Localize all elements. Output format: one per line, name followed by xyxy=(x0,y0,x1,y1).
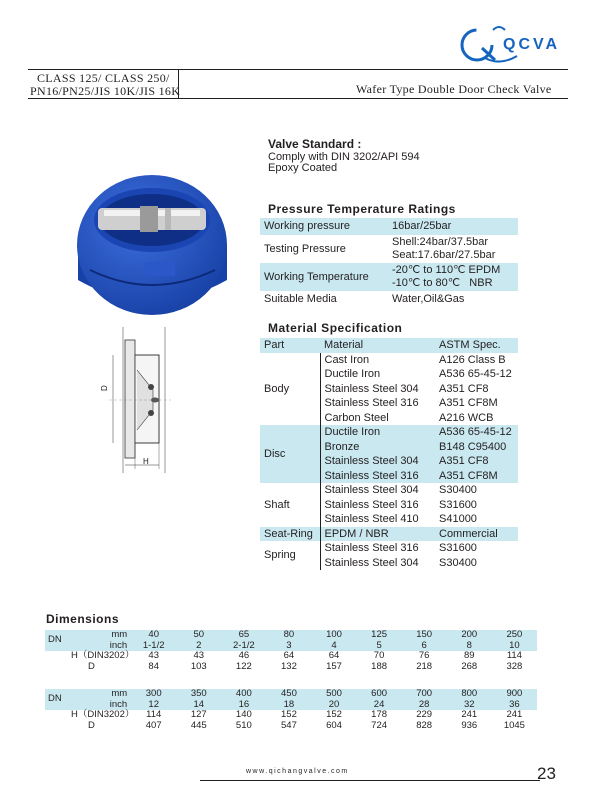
table-row xyxy=(260,541,518,556)
dim-cell: 18 xyxy=(283,698,295,710)
dim-cell: 157 xyxy=(326,660,342,672)
material-cell: Stainless Steel 316 xyxy=(320,469,435,484)
part-cell: Seat-Ring xyxy=(264,527,313,540)
table-row xyxy=(260,353,518,368)
column-header: Part xyxy=(264,339,285,351)
dim-cell: 200 xyxy=(461,629,478,640)
material-cell: Ductile Iron xyxy=(320,425,435,440)
dim-cell: 1045 xyxy=(503,719,525,731)
table-row xyxy=(260,218,518,235)
pressure-value: 16bar/25bar xyxy=(392,220,452,232)
dim-cell: 268 xyxy=(461,660,478,672)
spec-cell: S30400 xyxy=(439,556,477,569)
dim-cell: 2-1/2 xyxy=(233,639,255,651)
dim-cell: 100 xyxy=(326,629,342,640)
dimensions-table-2 xyxy=(45,689,537,731)
material-cell: Stainless Steel 304 xyxy=(320,483,435,498)
dim-cell: 241 xyxy=(506,709,523,720)
spec-cell: B148 C95400 xyxy=(439,440,507,453)
dim-cell: 12 xyxy=(148,698,159,710)
pressure-value: Seat:17.6bar/27.5bar xyxy=(392,249,496,261)
dim-cell: 32 xyxy=(463,698,475,710)
unit-inch-label: inch xyxy=(109,639,128,651)
part-cell: Disc xyxy=(264,447,286,460)
table-row xyxy=(45,651,537,662)
spec-cell: S31600 xyxy=(439,498,477,511)
dim-cell: 103 xyxy=(190,660,207,672)
standard-line-1: Comply with DIN 3202/API 594 xyxy=(268,151,420,163)
table-row xyxy=(260,263,518,291)
material-cell: Bronze xyxy=(320,440,435,455)
dim-cell: 900 xyxy=(506,688,523,699)
dim-cell: 24 xyxy=(373,698,385,710)
dim-cell: 445 xyxy=(190,719,207,731)
dim-cell: 28 xyxy=(418,698,430,710)
spec-cell: A351 CF8 xyxy=(439,382,489,395)
dim-cell: 188 xyxy=(371,660,388,672)
dim-cell: 10 xyxy=(509,639,520,651)
dim-cell: 229 xyxy=(416,709,433,720)
dim-cell: 70 xyxy=(373,650,385,661)
dim-cell: 114 xyxy=(506,650,522,661)
spec-cell: S30400 xyxy=(439,484,477,496)
dim-cell: 150 xyxy=(416,629,433,640)
page-number: 23 xyxy=(537,764,556,783)
material-table xyxy=(260,338,518,570)
dim-cell: 604 xyxy=(326,719,342,731)
dim-cell: 450 xyxy=(281,688,297,699)
material-cell: Stainless Steel 316 xyxy=(320,396,435,411)
dim-cell: 828 xyxy=(416,719,433,731)
table-row xyxy=(260,338,518,353)
dim-cell: 250 xyxy=(506,629,523,640)
part-cell: Shaft xyxy=(264,498,290,511)
pressure-value: Water,Oil&Gas xyxy=(392,293,465,305)
valve-standard-title: Valve Standard : xyxy=(268,137,362,151)
d-label: D xyxy=(88,660,95,672)
dim-cell: 152 xyxy=(281,709,297,720)
material-cell: Cast Iron xyxy=(320,353,435,368)
spec-cell: A351 CF8 xyxy=(439,455,489,467)
dim-cell: 140 xyxy=(235,709,252,720)
spec-cell: A216 WCB xyxy=(439,411,494,424)
dim-cell: 114 xyxy=(146,709,162,720)
dim-cell: 89 xyxy=(463,650,475,661)
dim-cell: 50 xyxy=(193,629,205,640)
valve-photo xyxy=(70,150,235,325)
dim-cell: 152 xyxy=(326,709,342,720)
dim-cell: 500 xyxy=(326,688,342,699)
dim-cell: 407 xyxy=(145,719,162,731)
dim-cell: 14 xyxy=(193,698,205,710)
dim-cell: 84 xyxy=(148,660,159,672)
part-cell: Body xyxy=(264,382,290,395)
spec-cell: A536 65-45-12 xyxy=(439,368,512,380)
material-cell: Stainless Steel 304 xyxy=(320,382,435,397)
dim-cell: 43 xyxy=(193,650,205,661)
table-row xyxy=(260,527,518,542)
class-line-2: PN16/PN25/JIS 10K/JIS 16K xyxy=(30,84,181,98)
unit-mm-label: mm xyxy=(111,629,128,640)
pressure-label: Testing Pressure xyxy=(264,242,346,255)
unit-inch-label: inch xyxy=(109,698,128,710)
dim-cell: 328 xyxy=(506,660,523,672)
dn-label: DN xyxy=(48,693,62,705)
spec-cell: A536 65-45-12 xyxy=(439,426,512,438)
column-header: ASTM Spec. xyxy=(439,339,501,351)
header-top-rule xyxy=(28,69,568,70)
drawing-label-h: H xyxy=(143,457,149,466)
dim-cell: 700 xyxy=(416,688,433,699)
material-cell: Carbon Steel xyxy=(320,411,435,426)
product-title: Wafer Type Double Door Check Valve xyxy=(356,82,552,96)
material-title: Material Specification xyxy=(268,321,403,335)
spec-cell: A126 Class B xyxy=(439,353,506,366)
h-label: H（DIN3202） xyxy=(71,709,135,720)
spec-cell: A351 CF8M xyxy=(439,469,498,482)
dim-cell: 350 xyxy=(190,688,207,699)
dim-cell: 122 xyxy=(235,660,252,672)
spec-cell: Commercial xyxy=(439,527,498,540)
material-cell: Ductile Iron xyxy=(320,367,435,382)
dim-cell: 4 xyxy=(331,639,337,651)
table-row xyxy=(45,721,537,732)
dim-cell: 40 xyxy=(148,629,159,640)
dim-cell: 218 xyxy=(416,660,433,672)
table-row xyxy=(45,710,537,721)
valve-section-drawing xyxy=(95,325,175,475)
d-label: D xyxy=(88,719,95,731)
pressure-label: Working pressure xyxy=(264,220,350,232)
pressure-value: Shell:24bar/37.5bar xyxy=(392,236,489,248)
dim-cell: 547 xyxy=(281,719,297,731)
material-cell: Stainless Steel 304 xyxy=(320,556,435,571)
material-cell: Stainless Steel 410 xyxy=(320,512,435,527)
dimensions-title: Dimensions xyxy=(46,612,120,626)
h-label: H（DIN3202） xyxy=(71,650,135,661)
dim-cell: 241 xyxy=(461,709,478,720)
table-row xyxy=(45,630,537,641)
table-row xyxy=(45,689,537,700)
dim-cell: 178 xyxy=(371,709,388,720)
material-cell: Stainless Steel 316 xyxy=(320,498,435,513)
dim-cell: 65 xyxy=(238,629,250,640)
dim-cell: 64 xyxy=(283,650,295,661)
table-row xyxy=(45,662,537,673)
dim-cell: 20 xyxy=(328,698,340,710)
dim-cell: 64 xyxy=(328,650,340,661)
dimensions-table-1 xyxy=(45,630,537,672)
unit-mm-label: mm xyxy=(111,688,128,699)
pressure-table xyxy=(260,218,518,308)
dim-cell: 600 xyxy=(371,688,388,699)
website-url: www.qichangvalve.com xyxy=(246,768,349,775)
brand-name: QCVA xyxy=(503,36,561,53)
dim-cell: 132 xyxy=(281,660,297,672)
dim-cell: 16 xyxy=(238,698,250,710)
spec-cell: S31600 xyxy=(439,542,477,554)
table-row xyxy=(260,291,518,308)
spec-cell: A351 CF8M xyxy=(439,397,498,409)
dim-cell: 43 xyxy=(148,650,159,661)
dim-cell: 127 xyxy=(190,709,207,720)
dim-cell: 36 xyxy=(509,698,520,710)
dim-cell: 6 xyxy=(421,639,427,651)
dim-cell: 46 xyxy=(238,650,250,661)
dim-cell: 400 xyxy=(235,688,252,699)
dim-cell: 5 xyxy=(376,639,382,651)
part-cell: Spring xyxy=(264,549,296,562)
class-line-1: CLASS 125/ CLASS 250/ xyxy=(37,71,170,85)
material-cell: EPDM / NBR xyxy=(320,527,435,542)
dim-cell: 8 xyxy=(466,639,472,651)
dim-cell: 125 xyxy=(371,629,388,640)
material-cell: Stainless Steel 316 xyxy=(320,541,435,556)
pressure-label: Working Temperature xyxy=(264,270,369,283)
dim-cell: 1-1/2 xyxy=(142,639,165,651)
dim-cell: 3 xyxy=(286,639,292,651)
pressure-value: -10℃ to 80℃ NBR xyxy=(392,277,493,289)
dim-cell: 2 xyxy=(196,639,202,651)
dim-cell: 80 xyxy=(283,629,295,640)
table-row xyxy=(260,425,518,440)
pressure-title: Pressure Temperature Ratings xyxy=(268,202,456,216)
pressure-value: -20℃ to 110℃ EPDM xyxy=(392,264,501,276)
pressure-label: Suitable Media xyxy=(264,293,337,305)
dim-cell: 76 xyxy=(418,650,430,661)
table-row xyxy=(260,483,518,498)
drawing-label-d: D xyxy=(100,385,109,391)
dim-cell: 510 xyxy=(235,719,252,731)
dn-label: DN xyxy=(48,634,62,646)
column-header: Material xyxy=(324,339,364,351)
table-row xyxy=(260,235,518,263)
footer-rule xyxy=(200,780,540,781)
dim-cell: 936 xyxy=(461,719,478,731)
dim-cell: 724 xyxy=(371,719,388,731)
standard-line-2: Epoxy Coated xyxy=(268,162,338,174)
dim-cell: 300 xyxy=(145,688,162,699)
spec-cell: S41000 xyxy=(439,513,477,525)
material-cell: Stainless Steel 304 xyxy=(320,454,435,469)
dim-cell: 800 xyxy=(461,688,478,699)
